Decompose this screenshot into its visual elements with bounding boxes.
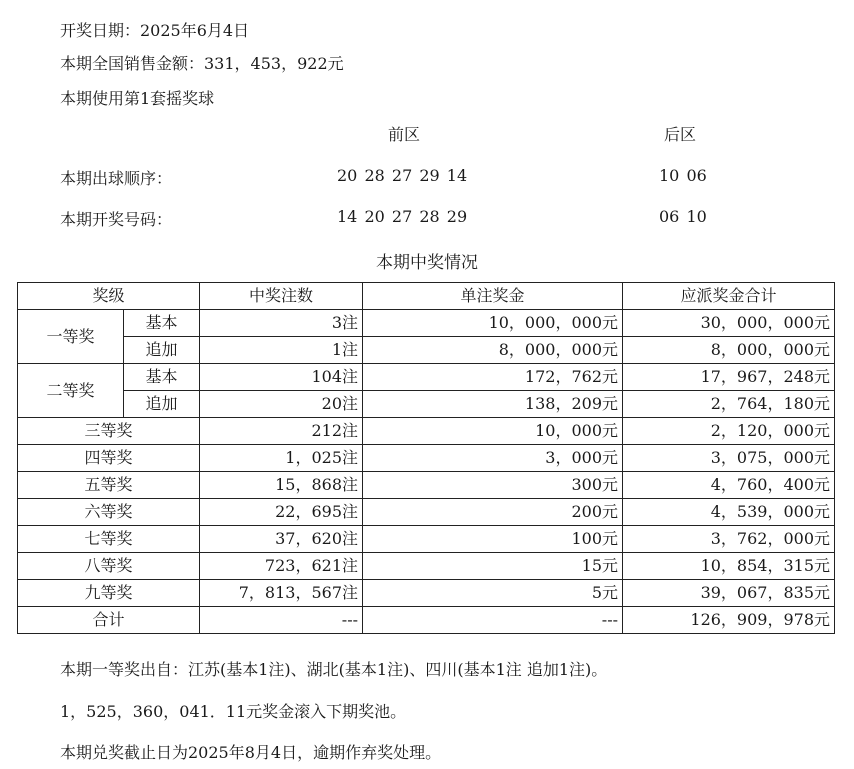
prize-total: 39，067，835元 (623, 580, 835, 607)
prize-count: 1，025注 (200, 445, 363, 472)
prize-unit: 5元 (363, 580, 623, 607)
prize-total: 3，762，000元 (623, 526, 835, 553)
prize-unit: 10，000元 (363, 418, 623, 445)
prize-total: 2，120，000元 (623, 418, 835, 445)
table-row (18, 337, 835, 364)
ball-set: 本期使用第1套摇奖球 (60, 89, 215, 108)
order-front-numbers: 20 28 27 29 14 (337, 166, 468, 185)
back-zone-label: 后区 (664, 125, 697, 144)
header-total: 应派奖金合计 (623, 283, 835, 310)
rollover-note: 1，525，360，041．11元奖金滚入下期奖池。 (60, 702, 407, 721)
prize-unit: 8，000，000元 (363, 337, 623, 364)
prize-total: 17，967，248元 (623, 364, 835, 391)
table-row (18, 418, 835, 445)
prize-unit: 10，000，000元 (363, 310, 623, 337)
table-title: 本期中奖情况 (376, 253, 478, 273)
prize-name: 九等奖 (18, 580, 200, 607)
draw-front-numbers: 14 20 27 28 29 (337, 207, 468, 226)
prize-count: 22，695注 (200, 499, 363, 526)
prize-total: 3，075，000元 (623, 445, 835, 472)
prize-count: 1注 (200, 337, 363, 364)
prize-count: 723，621注 (200, 553, 363, 580)
prize-total: 2，764，180元 (623, 391, 835, 418)
draw-back-numbers: 06 10 (659, 207, 707, 226)
prize-count: 3注 (200, 310, 363, 337)
table-header-row (18, 283, 835, 310)
prize-count: 20注 (200, 391, 363, 418)
front-zone-label: 前区 (388, 125, 421, 144)
prize-name: 四等奖 (18, 445, 200, 472)
draw-label: 本期开奖号码： (60, 210, 173, 229)
prize-unit: 15元 (363, 553, 623, 580)
prize-unit: 200元 (363, 499, 623, 526)
order-back-numbers: 10 06 (659, 166, 707, 185)
prize-sub: 追加 (124, 391, 200, 418)
prize-sub: 基本 (124, 310, 200, 337)
prize-table (17, 282, 835, 634)
prize-total: 8，000，000元 (623, 337, 835, 364)
table-sum-row (18, 607, 835, 634)
prize-name: 八等奖 (18, 553, 200, 580)
prize-unit: 172，762元 (363, 364, 623, 391)
sum-count: --- (200, 607, 363, 634)
table-row (18, 580, 835, 607)
sum-total: 126，909，978元 (623, 607, 835, 634)
sales-amount: 本期全国销售金额：331，453，922元 (60, 54, 344, 73)
prize-name: 二等奖 (18, 364, 124, 418)
prize-total: 10，854，315元 (623, 553, 835, 580)
prize-count: 37，620注 (200, 526, 363, 553)
table-row (18, 310, 835, 337)
winners-note: 本期一等奖出自：江苏(基本1注)、湖北(基本1注)、四川(基本1注 追加1注)。 (60, 660, 608, 679)
prize-name: 七等奖 (18, 526, 200, 553)
prize-name: 六等奖 (18, 499, 200, 526)
prize-name: 三等奖 (18, 418, 200, 445)
prize-count: 212注 (200, 418, 363, 445)
prize-unit: 100元 (363, 526, 623, 553)
header-level: 奖级 (18, 283, 200, 310)
table-row (18, 526, 835, 553)
deadline-note: 本期兑奖截止日为2025年8月4日，逾期作弃奖处理。 (60, 743, 442, 762)
prize-total: 4，760，400元 (623, 472, 835, 499)
sum-unit: --- (363, 607, 623, 634)
prize-count: 7，813，567注 (200, 580, 363, 607)
sum-name: 合计 (18, 607, 200, 634)
header-count: 中奖注数 (200, 283, 363, 310)
prize-sub: 基本 (124, 364, 200, 391)
prize-sub: 追加 (124, 337, 200, 364)
prize-total: 30，000，000元 (623, 310, 835, 337)
draw-date: 开奖日期：2025年6月4日 (60, 21, 250, 40)
table-row (18, 472, 835, 499)
table-row (18, 553, 835, 580)
table-row (18, 445, 835, 472)
prize-unit: 3，000元 (363, 445, 623, 472)
header-unit: 单注奖金 (363, 283, 623, 310)
table-row (18, 391, 835, 418)
table-row (18, 499, 835, 526)
prize-name: 一等奖 (18, 310, 124, 364)
table-row (18, 364, 835, 391)
prize-total: 4，539，000元 (623, 499, 835, 526)
prize-count: 15，868注 (200, 472, 363, 499)
prize-name: 五等奖 (18, 472, 200, 499)
prize-unit: 138，209元 (363, 391, 623, 418)
prize-count: 104注 (200, 364, 363, 391)
prize-unit: 300元 (363, 472, 623, 499)
order-label: 本期出球顺序： (60, 169, 173, 188)
